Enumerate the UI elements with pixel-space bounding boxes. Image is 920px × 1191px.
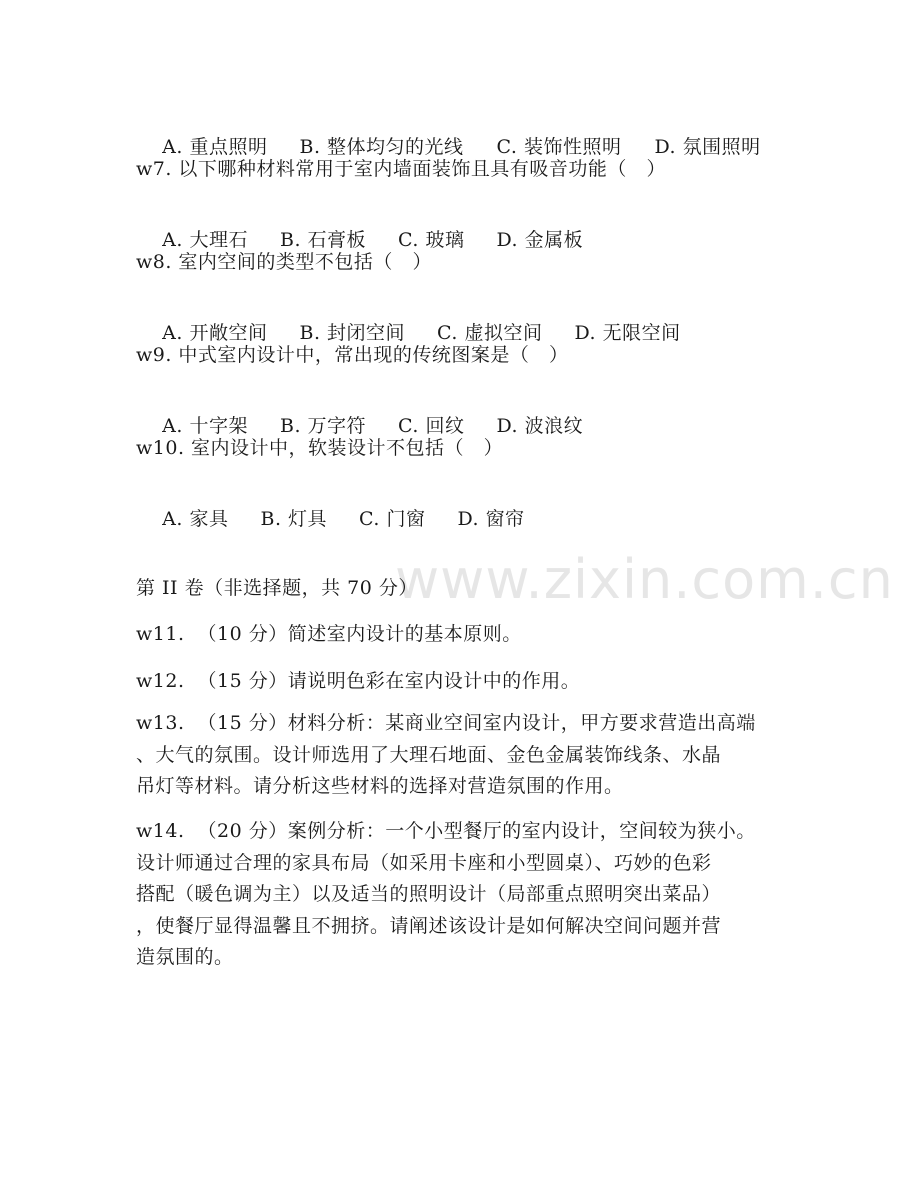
q10-options <box>136 483 525 555</box>
q14-line: 造氛围的。 <box>136 946 234 968</box>
q6-option-b[interactable]: B. 整体均匀的光线 <box>299 136 464 158</box>
q14-line: w14. （20 分）案例分析：一个小型餐厅的室内设计，空间较为狭小。 <box>136 820 756 842</box>
q14-line: 搭配（暖色调为主）以及适当的照明设计（局部重点照明突出菜品） <box>136 883 722 905</box>
q11-question: w11. （10 分）简述室内设计的基本原则。 <box>136 623 522 645</box>
q8-option-d[interactable]: D. 无限空间 <box>574 322 681 344</box>
q8-question: w8. 室内空间的类型不包括（ ） <box>136 251 433 273</box>
q9-option-a[interactable]: A. 十字架 <box>162 415 248 437</box>
q8-option-a[interactable]: A. 开敞空间 <box>162 322 268 344</box>
q9-option-b[interactable]: B. 万字符 <box>279 415 367 437</box>
q8-option-c[interactable]: C. 虚拟空间 <box>437 322 543 344</box>
q9-option-c[interactable]: C. 回纹 <box>398 415 465 437</box>
q7-option-b[interactable]: B. 石膏板 <box>279 229 367 251</box>
watermark: www.zixin.com.cn <box>395 548 894 611</box>
q10-option-d[interactable]: D. 窗帘 <box>457 508 525 530</box>
q14-question <box>136 816 786 974</box>
q10-question: w10. 室内设计中，软装设计不包括（ ） <box>136 437 504 459</box>
section-title: 第 II 卷（非选择题，共 70 分） <box>136 577 418 599</box>
q13-line: w13. （15 分）材料分析：某商业空间室内设计，甲方要求营造出高端 <box>136 712 756 734</box>
q10-option-a[interactable]: A. 家具 <box>162 508 229 530</box>
q10-option-b[interactable]: B. 灯具 <box>260 508 328 530</box>
q9-option-d[interactable]: D. 波浪纹 <box>496 415 584 437</box>
q6-option-d[interactable]: D. 氛围照明 <box>654 136 761 158</box>
q7-option-c[interactable]: C. 玻璃 <box>398 229 465 251</box>
q14-line: ，使餐厅显得温馨且不拥挤。请阐述该设计是如何解决空间问题并营 <box>136 914 722 937</box>
q14-line: 设计师通过合理的家具布局（如采用卡座和小型圆桌）、巧妙的色彩 <box>136 851 712 874</box>
q13-line: 吊灯等材料。请分析这些材料的选择对营造氛围的作用。 <box>136 775 624 797</box>
q7-option-d[interactable]: D. 金属板 <box>496 229 584 251</box>
q10-option-c[interactable]: C. 门窗 <box>359 508 426 530</box>
q13-line: 、大气的氛围。设计师选用了大理石地面、金色金属装饰线条、水晶 <box>136 743 722 766</box>
q7-option-a[interactable]: A. 大理石 <box>162 229 248 251</box>
q6-option-a[interactable]: A. 重点照明 <box>162 136 268 158</box>
q12-question: w12. （15 分）请说明色彩在室内设计中的作用。 <box>136 670 581 692</box>
q7-question: w7. 以下哪种材料常用于室内墙面装饰且具有吸音功能（ ） <box>136 158 667 180</box>
q13-question <box>136 708 786 803</box>
q6-option-c[interactable]: C. 装饰性照明 <box>496 136 622 158</box>
q9-question: w9. 中式室内设计中，常出现的传统图案是（ ） <box>136 344 569 366</box>
q8-option-b[interactable]: B. 封闭空间 <box>299 322 406 344</box>
